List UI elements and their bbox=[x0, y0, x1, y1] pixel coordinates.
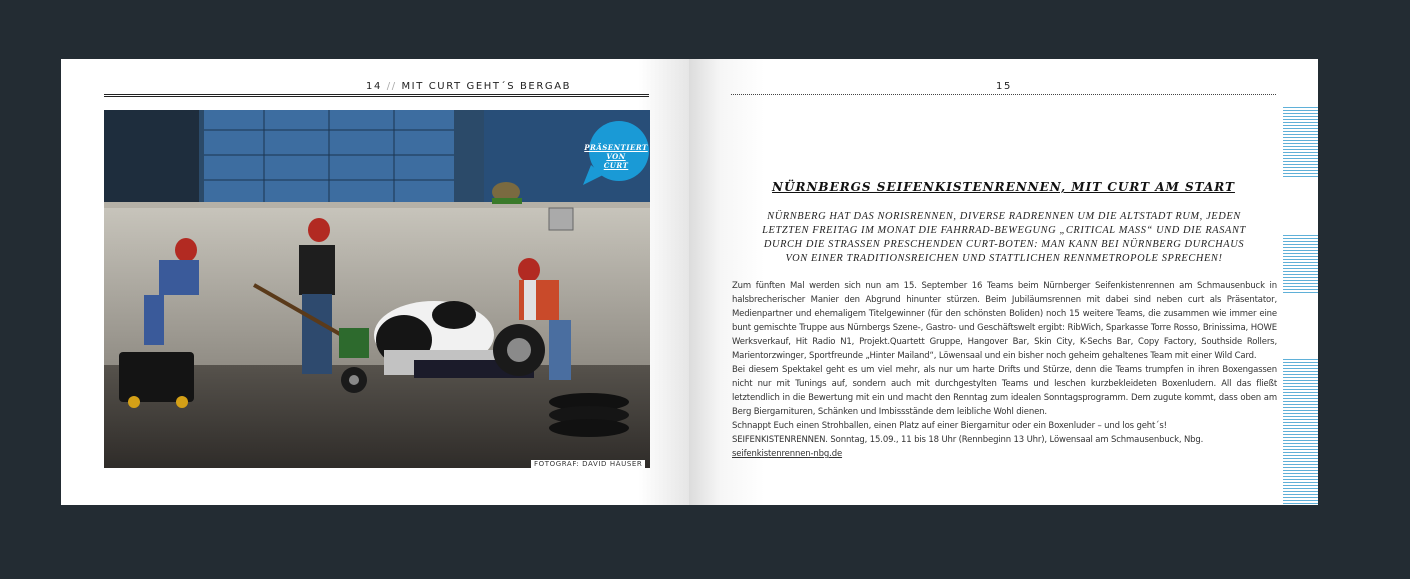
left-header-rule bbox=[104, 94, 649, 97]
body-paragraph-2: Bei diesem Spektakel geht es um viel mehr, als nur um harte Drifts und Stürze, denn die Teams trumpfen in ihren Boxengassen nicht nur mit Tunings auf, sondern auch mit durchgestylten Teams und leschen kurzbekleideten Boxenludern. All das fließt letztendlich in die Bewertung mit ein und macht den Renntag zum idealen Sonntagsprogramm. Dem zugute kommt, dass oben am Berg Biergarnituren, Schänken und Imbissstände dem leibliche Wohl dienen. bbox=[732, 365, 1277, 417]
stripe-block bbox=[1283, 359, 1318, 505]
event-website-link[interactable]: seifenkistenrennen-nbg.de bbox=[732, 449, 843, 459]
right-header-rule bbox=[731, 94, 1276, 96]
body-paragraph-3: Schnappt Euch einen Strohballen, einen Platz auf einer Biergarnitur oder ein Boxenluder – und los geht´s! bbox=[732, 421, 1167, 431]
race-photo bbox=[104, 110, 650, 468]
race-photo-illustration bbox=[104, 110, 650, 468]
stripe-block bbox=[1283, 107, 1318, 179]
page-edge-stripes bbox=[1283, 59, 1318, 505]
left-page-header bbox=[366, 81, 571, 92]
lead-line-4: VON EINER TRADITIONSREICHEN UND STATTLICHEN RENNMETROPOLE SPRECHEN! bbox=[785, 253, 1223, 264]
lead-line-3: DURCH DIE STRASSEN PRESCHENDEN CURT-BOTEN: MAN KANN BEI NÜRNBERG DURCHAUS bbox=[763, 239, 1245, 250]
right-page-number: 15 bbox=[996, 81, 1012, 92]
magazine-spread bbox=[61, 59, 1318, 505]
section-title: MIT CURT GEHT´S BERGAB bbox=[401, 81, 572, 92]
lead-line-2: LETZTEN FREITAG IM MONAT DIE FAHRRAD-BEWEGUNG „CRITICAL MASS“ UND DIE RASANT bbox=[762, 225, 1246, 236]
left-page bbox=[61, 59, 689, 505]
article-title: NÜRNBERGS SEIFENKISTENRENNEN, MIT CURT AM START bbox=[772, 180, 1235, 194]
badge-line-1: PRÄSENTIERT bbox=[584, 143, 648, 152]
photo-credit: FOTOGRAF: DAVID HÄUSER bbox=[531, 460, 645, 469]
lead-line-1: NÜRNBERG HAT DAS NORISRENNEN, DIVERSE RADRENNEN UM DIE ALTSTADT RUM, JEDEN bbox=[767, 211, 1241, 222]
article-lead bbox=[739, 210, 1269, 266]
stripe-block bbox=[1283, 235, 1318, 295]
left-page-number: 14 bbox=[366, 81, 382, 92]
article-body bbox=[732, 279, 1277, 461]
body-paragraph-1: Zum fünften Mal werden sich nun am 15. September 16 Teams beim Nürnberger Seifenkistenrennen am Schmausenbuck in halsbrecherischer Manier den Abgrund hinunter stürzen. Beim Jubiläumsrennen mit dabei sind neben curt als Präsentator, Medienpartner und ehemaligem Titelgewinner (für den schönsten Boliden) noch 15 weitere Teams, die zusammen wie immer eine bunt gemischte Truppe aus Nürnbergs Szene-, Gastro- und Geschäftswelt ergibt: RibWich, Sparkasse Torre Rosso, Brinissima, HOWE Werksverkauf, Hit Radio N1, Projekt.Quartett Gruppe, Hangover Bar, Skin City, K-Sechs Bar, Copy Factory, Southside Rollers, Marientorzwinger, Sportfreunde „Hinter Mailand“, Löwensaal und ein bisher noch geheim gehaltenes Team mit einer Wild Card. bbox=[732, 281, 1277, 361]
badge-line-3: CURT bbox=[603, 161, 629, 170]
right-page bbox=[689, 59, 1318, 505]
badge-text bbox=[581, 143, 651, 170]
body-paragraph-4: SEIFENKISTENRENNEN. Sonntag, 15.09., 11 bis 18 Uhr (Rennbeginn 13 Uhr), Löwensaal am Schmausenbuck, Nbg. bbox=[732, 435, 1204, 445]
header-separator: // bbox=[386, 81, 397, 92]
badge-line-2: VON bbox=[606, 152, 626, 161]
